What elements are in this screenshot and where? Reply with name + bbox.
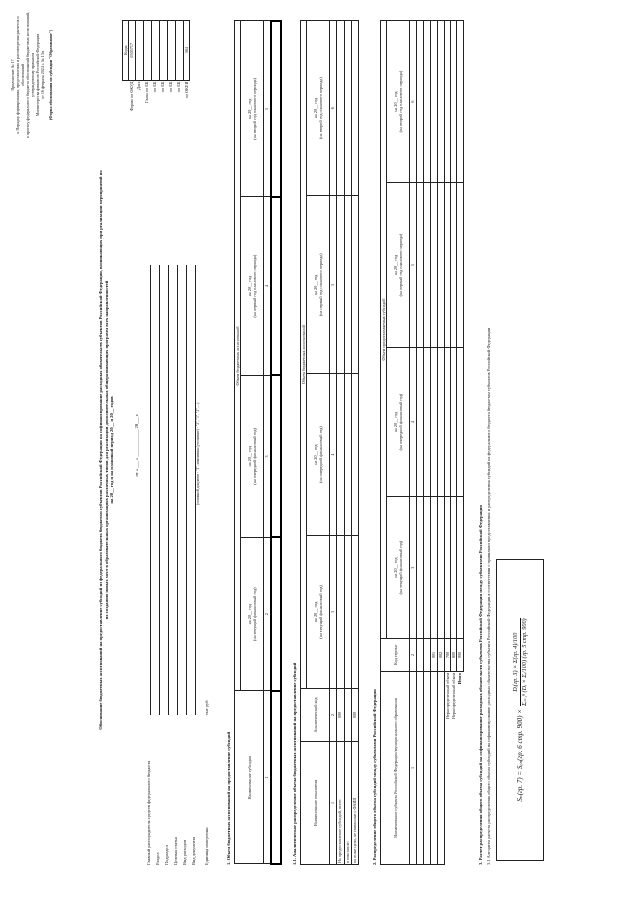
period-header: на 20__ год (на очередной финансовый год) xyxy=(387,347,410,496)
col-number: 2 xyxy=(410,639,416,672)
col-number: 6 xyxy=(330,21,336,196)
title-line: на 20__ год и на плановый период 20__ и 20__ годов xyxy=(109,396,115,504)
total-row: Нераспределенный объем 800 xyxy=(451,21,457,865)
col-number: 4 xyxy=(264,197,271,376)
codes-label: Форма по ОКУД xyxy=(129,81,135,112)
codes-label: по БК xyxy=(168,81,174,93)
period-header: на 20__ год (на очередной финансовый год) xyxy=(307,374,330,536)
col-number: 2 xyxy=(330,689,336,742)
attachment-line: к Порядку формирования, представления и рассмотрения расчетов и обоснований xyxy=(15,16,25,134)
col-group-header: Объем предоставляемых субсидий xyxy=(381,21,387,639)
codes-label: по БК xyxy=(176,81,182,93)
formula-denominator: Σᵢ₌₁ⁿ (Dᵢ × Σᵢ/100) (гр. 5 стр. 900) xyxy=(520,618,528,707)
codes-value: 384 xyxy=(183,21,189,81)
title-line: их созданию новых мест в образовательных организациях различных типов для реализации дополнительных общеразвивающих программ всех направленностей xyxy=(103,280,109,620)
attachment-line: утвержденному приказом xyxy=(30,53,35,97)
col-header: Наименование показателя xyxy=(301,742,330,865)
codes-label: по БК xyxy=(152,81,158,93)
col-number: 6 xyxy=(410,21,416,183)
table-row: на иные цели, не связанные с ФАИП 000 xyxy=(351,21,358,865)
table-row: 002 xyxy=(437,21,444,865)
col-header: Наименование субъекта Российской Федерации/муниципального образования xyxy=(381,672,410,865)
col-number: 3 xyxy=(264,375,271,537)
total-row: Итого 900 xyxy=(457,21,463,865)
codes-label: Дата xyxy=(136,81,142,90)
section1-table xyxy=(234,20,282,865)
period-header: на 20__ год (на текущий финансовый год) xyxy=(307,535,330,688)
col-header: Код строки xyxy=(381,639,410,672)
codes-label: по ОКЕИ xyxy=(183,81,189,99)
col-number: 5 xyxy=(330,196,336,374)
header-field: Целевая статья xyxy=(169,265,178,865)
period-header: на 20__ год (на второй год планового периода) xyxy=(307,21,330,196)
units-row: Единица измерения: тыс руб xyxy=(203,700,209,865)
period-header: на 20__ год (на первый год планового периода) xyxy=(307,196,330,374)
col-number: 3 xyxy=(330,535,336,688)
codes-label: Глава по БК xyxy=(144,81,150,103)
header-field: Раздел xyxy=(151,265,160,865)
header-field: Подраздел xyxy=(160,265,169,865)
date-line: от « ___ » ____________ 20___ г. xyxy=(134,413,139,477)
form-label: (Форма обоснования по субсидии "Образование") xyxy=(48,29,53,121)
col-number: 5 xyxy=(410,183,416,348)
codes-label: по БК xyxy=(160,81,166,93)
formula-lhs: Sₙ(гр. 7) = Sₒₙ(гр. 6 стр. 900) × xyxy=(515,709,524,802)
period-header: на 20__ год (на первый год планового периода) xyxy=(387,183,410,348)
period-header: на 20__ год (на очередной финансовый год) xyxy=(241,375,264,537)
subscript-note: (основной документ - "1", изменения (уточнение) - "2", "3", "4", ...) xyxy=(196,402,200,505)
col-number: 4 xyxy=(330,374,336,536)
section11-title: 1.1. Аналитическое распределение объема бюджетных ассигнований на предоставление субсидий xyxy=(292,662,297,865)
codes-box xyxy=(122,20,190,125)
formula-box xyxy=(496,559,544,861)
col-group-header: Объем бюджетных ассигнований xyxy=(235,21,241,691)
col-number: 2 xyxy=(264,537,271,691)
section3-title: 3. Расчет распределения общего объема субсидий на софинансирование расходных обязательств субъектов Российской Федерации между субъектами Российской Федерации xyxy=(478,505,483,865)
period-header: на 20__ год (на текущий финансовый год) xyxy=(241,537,264,691)
title-line: Обоснование бюджетных ассигнований на предоставление субсидий из федерального бюджета бюджетам субъектов Российской Федерации на софинансирование расходных обязательств субъектов Российской Федерации, возникающих при реализации мероприятий по xyxy=(98,170,103,730)
col-group-header: Объем бюджетных ассигнований xyxy=(301,21,307,689)
section11-table xyxy=(300,20,359,865)
table-row: На предоставление субсидий, всего 000 xyxy=(336,21,344,865)
attachment-line: Министерства финансов Российской Федерации xyxy=(35,33,40,117)
attachment-block xyxy=(10,5,53,145)
section2-title: 2. Распределение общего объема субсидий между субъектами Российской Федерации xyxy=(372,689,377,865)
section1-title: 1. Объем бюджетных ассигнований на предоставление субсидий xyxy=(226,731,231,865)
total-row: Нераспределенный объем 700 xyxy=(444,21,451,865)
header-field: Главный распорядитель средств федерального бюджета xyxy=(142,265,151,865)
header-field: Вид документа xyxy=(187,265,196,865)
col-number: 5 xyxy=(264,21,271,197)
period-header: на 20__ год (на второй год планового периода) xyxy=(241,21,264,197)
formula-numerator: Dᵢ(гр. 3) × Σ(гр. 4)/100 xyxy=(512,618,521,706)
units-value: тыс руб xyxy=(203,700,209,715)
col-number: 1 xyxy=(410,672,416,865)
attachment-line: от 16 февраля 2024 г. № 13н xyxy=(40,51,45,99)
document-title xyxy=(98,55,115,845)
col-number: 3 xyxy=(410,497,416,639)
table-row xyxy=(423,21,430,865)
codes-header: Коды xyxy=(123,21,129,81)
attachment-line: к проекту федерального бюджета обоснований бюджетных ассигнований, xyxy=(25,11,30,139)
codes-value: 0505717 xyxy=(129,21,135,81)
col-number: 4 xyxy=(410,347,416,496)
header-fields xyxy=(142,265,209,865)
col-header: Наименование субсидии xyxy=(235,691,264,864)
attachment-line: Приложение № 17 xyxy=(10,59,15,91)
header-field: Вид расходов xyxy=(178,265,187,865)
period-header: на 20__ год (на первый год планового периода) xyxy=(241,197,264,376)
col-number: 1 xyxy=(330,742,336,865)
table-row: 001 xyxy=(430,21,437,865)
formula-fraction xyxy=(512,618,529,706)
col-header: Аналитический код xyxy=(301,689,330,742)
col-number: 1 xyxy=(264,691,271,864)
period-header: на 20__ год (на второй год планового периода) xyxy=(387,21,410,183)
section2-table xyxy=(380,20,464,865)
table-row xyxy=(271,21,281,864)
period-header: на 20__ год (на текущий финансовый год) xyxy=(387,497,410,639)
section3-subtitle: 3.1 Алгоритм расчета распределения общего объема субсидий на софинансирование расходных обязательства субъекта Российской Федерации в соответствии с правилами предоставления и распределения субсидий из федерального бюджета бюджетам субъектов Российской Федерации xyxy=(486,327,491,865)
table-row xyxy=(416,21,423,865)
table-row: в том числе: xyxy=(344,21,351,865)
